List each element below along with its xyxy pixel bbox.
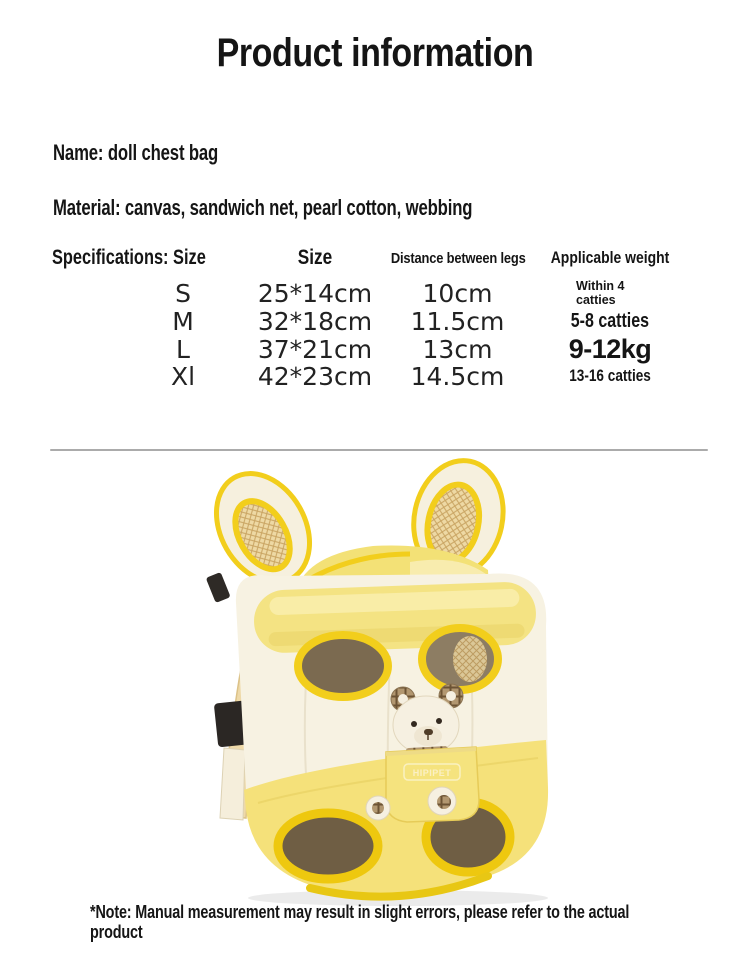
header-specifications-size: Specifications: Size [52,246,206,269]
size-dimensions: 25*14cm [257,279,373,308]
leg-distance: 10cm [422,279,493,308]
strap-clip [206,572,231,603]
size-letter: S [175,279,191,308]
table-row-s [52,279,692,307]
product-name-line: Name: doll chest bag [53,140,219,165]
leg-distance: 11.5cm [410,306,505,336]
size-letter: L [176,335,190,364]
leg-distance: 14.5cm [410,361,505,391]
size-letter: Xl [170,361,196,391]
applicable-weight: 5-8 catties [570,309,650,332]
bear-eye-right [436,718,442,724]
bear-eye-left [411,721,417,727]
product-material-line: Material: canvas, sandwich net, pearl cotton, webbing [53,195,473,220]
page-title: Product information [216,31,534,75]
front-leg-opening-left [298,635,388,697]
section-divider [50,449,708,451]
size-dimensions: 37*21cm [257,335,373,364]
table-row-m [52,307,692,335]
spec-table [52,246,692,389]
product-photo-chest-bag [158,458,562,910]
applicable-weight: Within 4 catties [576,279,625,307]
applicable-weight: 13-16 catties [569,366,651,385]
bottom-leg-hole-left [278,813,378,879]
front-leg-opening-right [422,628,498,690]
leg-distance: 13cm [422,335,493,364]
size-dimensions: 42*23cm [257,361,373,391]
spec-table-header [52,246,692,270]
measurement-note: *Note: Manual measurement may result in slight errors, please refer to the actual product [90,902,630,942]
size-letter: M [172,306,194,336]
header-distance-between-legs: Distance between legs [390,249,526,267]
size-dimensions: 32*18cm [257,306,373,336]
bear-nose [424,729,433,735]
header-applicable-weight: Applicable weight [550,248,670,267]
table-row-xl [52,362,692,390]
brand-label-text: HIPIPET [412,768,452,778]
header-size: Size [297,246,333,269]
applicable-weight: 9-12kg [568,334,652,364]
table-row-l [52,334,692,362]
